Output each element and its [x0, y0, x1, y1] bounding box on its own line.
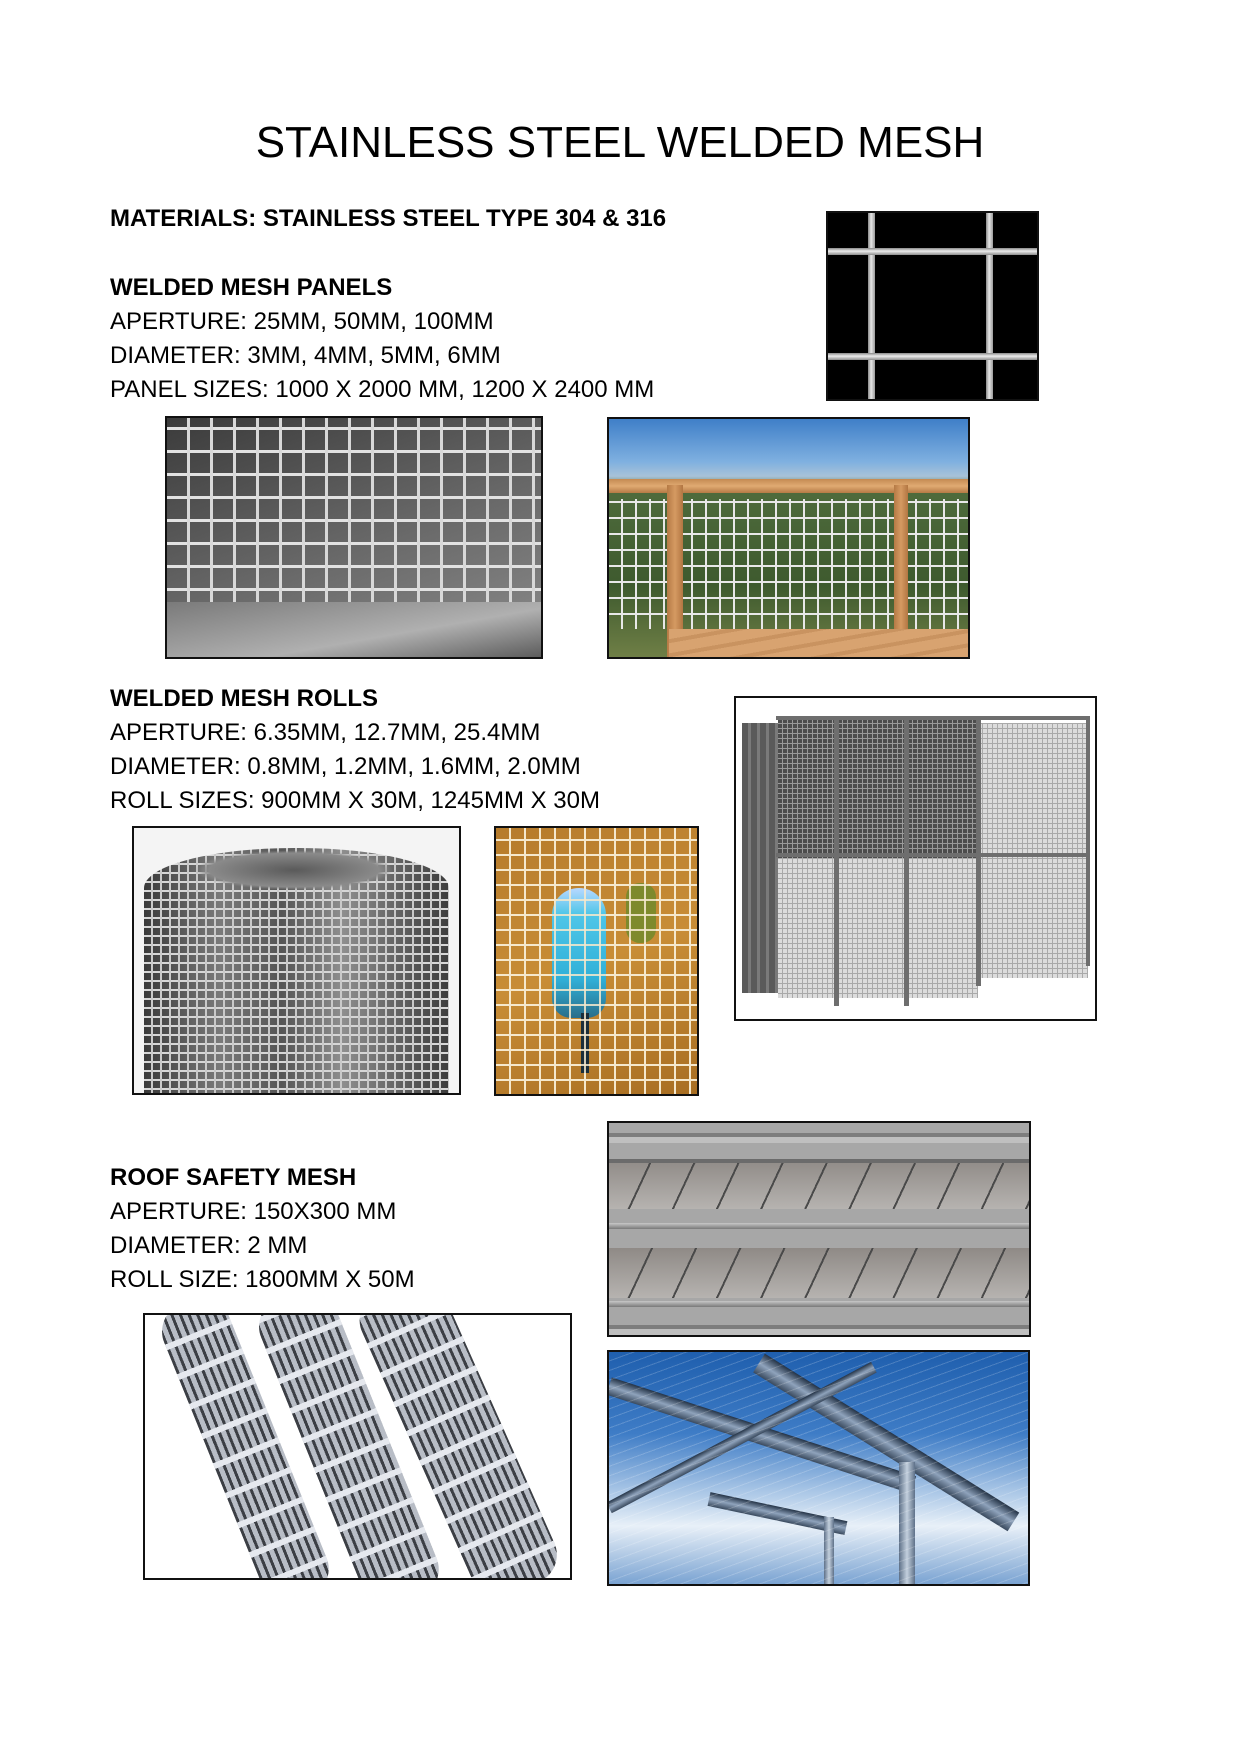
section-welded-mesh-rolls: [110, 685, 600, 815]
spec-roll-size: ROLL SIZE: 1800MM X 50M: [110, 1266, 415, 1293]
mesh-panels-stack-photo: [165, 416, 543, 659]
panel-stack-edge: [167, 602, 541, 657]
spec-diameter: DIAMETER: 3MM, 4MM, 5MM, 6MM: [110, 342, 501, 369]
safety-mesh-rolls-photo: [143, 1313, 572, 1580]
spec-diameter: DIAMETER: 2 MM: [110, 1232, 308, 1259]
section-welded-mesh-panels: [110, 274, 654, 404]
roof-purlin: [609, 1301, 1029, 1307]
page-title: STAINLESS STEEL WELDED MESH: [255, 118, 985, 167]
aviary-enclosure-photo: [734, 696, 1097, 1021]
mesh-roll-top: [194, 850, 394, 890]
wire-horizontal: [828, 248, 1039, 255]
roof-frame-sky-photo: [607, 1350, 1030, 1586]
budgie-cage-photo: [494, 826, 699, 1096]
section-heading: WELDED MESH ROLLS: [110, 685, 378, 712]
roof-underside-photo: [607, 1121, 1031, 1337]
safety-mesh-overlay: [609, 1352, 1028, 1584]
railing-mesh: [609, 499, 968, 629]
railing-post: [894, 485, 908, 640]
wire-vertical: [868, 213, 875, 401]
mesh-closeup-photo: [826, 211, 1039, 401]
spec-aperture: APERTURE: 150X300 MM: [110, 1198, 397, 1225]
aviary-frame-post: [834, 716, 839, 1006]
spec-roll-sizes: ROLL SIZES: 900MM X 30M, 1245MM X 30M: [110, 787, 600, 814]
deck-railing-photo: [607, 417, 970, 659]
aviary-frame-post: [904, 716, 909, 1006]
wire-vertical: [986, 213, 993, 401]
aviary-side-panel: [742, 723, 778, 993]
section-heading: ROOF SAFETY MESH: [110, 1164, 357, 1191]
aviary-mesh-lower: [778, 858, 978, 998]
wire-horizontal: [828, 353, 1039, 360]
cage-mesh-overlay: [496, 828, 697, 1094]
section-heading: WELDED MESH PANELS: [110, 274, 393, 301]
roof-insulation-band: [609, 1159, 1029, 1209]
spec-aperture: APERTURE: 25MM, 50MM, 100MM: [110, 308, 494, 335]
aviary-mesh-right: [978, 723, 1088, 978]
aviary-mesh-upper: [778, 718, 978, 858]
aviary-frame-top: [776, 716, 1088, 720]
materials-line: MATERIALS: STAINLESS STEEL TYPE 304 & 316: [110, 205, 667, 232]
railing-top-rail: [609, 479, 970, 493]
spec-diameter: DIAMETER: 0.8MM, 1.2MM, 1.6MM, 2.0MM: [110, 753, 581, 780]
mesh-roll-photo: [132, 826, 461, 1095]
spec-aperture: APERTURE: 6.35MM, 12.7MM, 25.4MM: [110, 719, 541, 746]
roof-purlin: [609, 1159, 1029, 1163]
aviary-frame-mid: [776, 853, 1088, 857]
roof-purlin: [609, 1223, 1029, 1229]
aviary-frame-post: [976, 716, 981, 986]
section-roof-safety-mesh: [110, 1164, 415, 1294]
roof-insulation-band: [609, 1248, 1029, 1298]
aviary-frame-post: [1086, 716, 1090, 966]
deck-floor: [669, 629, 970, 659]
spec-panel-sizes: PANEL SIZES: 1000 X 2000 MM, 1200 X 2400 MM: [110, 376, 655, 403]
